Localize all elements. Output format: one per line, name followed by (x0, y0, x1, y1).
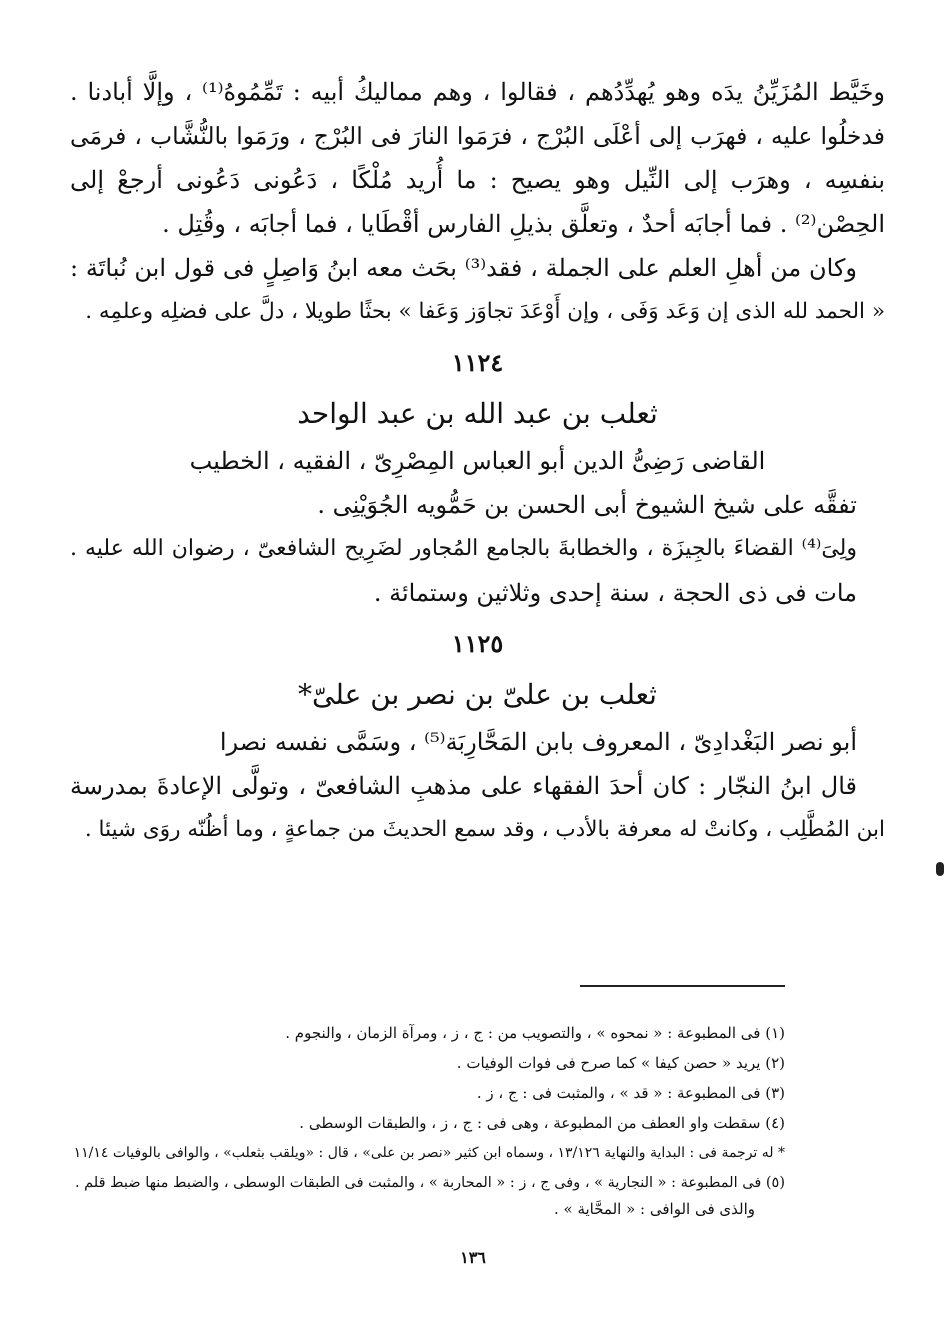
entry-text-line: قال ابنُ النجّار : كان أحدَ الفقهاء على مذهبِ الشافعىّ ، وتولَّى الإعادةَ بمدرسة (70, 772, 857, 800)
scan-edge-mark (936, 862, 944, 876)
page-number: ١٣٦ (460, 1248, 486, 1267)
entry-text-line: مات فى ذى الحجة ، سنة إحدى وثلاثين وستمائة . (373, 579, 857, 607)
entry-number-1124: ١١٢٤ (451, 348, 504, 377)
text-line: فدخلُوا عليه ، فهرَب إلى أعْلَى البُرْج ، فرَمَوا النارَ فى البُرْج ، ورَمَوا بالنُّشَّاب ، فرمَى (70, 122, 885, 150)
footnote-separator (580, 985, 785, 987)
footnote: (٥) فى المطبوعة : « النجارية » ، وفى ج ، ز : « المحاربة » ، والمثبت فى الطبقات الوسطى ، والضبط منها ضبط قلم . (74, 1175, 785, 1191)
entry-name-1124: ثعلب بن عبد الله بن عبد الواحد (297, 397, 658, 430)
footnote: * له ترجمة فى : البداية والنهاية ١٣/١٢٦ ، وسماه ابن كثير «نصر بن على» ، قال : «ويلقب بثعلب» ، والوافى بالوفيات ١١/١٤ (73, 1145, 785, 1161)
footnote: (٣) فى المطبوعة : « قد » ، والمثبت فى : ج ، ز . (476, 1084, 785, 1102)
entry-text-line: القاضى رَضِىُّ الدين أبو العباس المِصْرِىّ ، الفقيه ، الخطيب (189, 447, 766, 475)
text-line: « الحمد لله الذى إن وَعَد وَفَى ، وإن أَوْعَدَ تجاوَز وَعَفا » بحثًا طويلا ، دلَّ على فضلِه وعلمِه . (85, 299, 885, 324)
entry-text-line: تفقَّه على شيخ الشيوخ أبى الحسن بن حَمُّويه الجُوَيْنِى . (317, 491, 857, 519)
text-line: بنفسِه ، وهرَب إلى النِّيل وهو يصيح : ما أُريد مُلْكًا ، دَعُونى دَعُونى أرجعْ إلى (70, 166, 886, 194)
footnote-continuation: والذى فى الوافى : « المحَّاية » . (553, 1200, 755, 1218)
entry-text-line: ابن المُطَّلِب ، وكانتْ له معرفة بالأدب ، وقد سمع الحديثَ من جماعةٍ ، وما أظُنّه روَى شيئا . (84, 817, 885, 842)
entry-name-1125: ثعلب بن علىّ بن نصر بن علىّ* (298, 678, 657, 711)
text-line: الحِصْن⁽²⁾ . فما أجابَه أحدٌ ، وتعلَّق بذيلِ الفارس أقْطَايا ، فما أجابَه ، وقُتِل . (162, 210, 885, 238)
page-body (70, 70, 885, 852)
text-line: وخَيَّط المُزَيِّنُ يدَه وهو يُهدِّدُهم ، فقالوا ، وهم مماليكُ أبيه : تَمِّمُوهُ⁽¹⁾ ، وإلَّا أبادنا . (70, 78, 886, 106)
entry-number-1125: ١١٢٥ (451, 629, 504, 658)
entry-text-line: ولِىَ⁽⁴⁾ القضاءَ بالجِيزَة ، والخطابةَ بالجامع المُجاور لضَرِيح الشافعىّ ، رضوان الله عليه . (70, 536, 857, 561)
text-line: وكان من أهلِ العلم على الجملة ، فقد⁽³⁾ بحَث معه ابنُ وَاصِلٍ فى قول ابن نُباتَة : (70, 254, 857, 282)
entry-text-line: أبو نصر البَغْدادِىّ ، المعروف بابن المَحَّارِبَة⁽⁵⁾ ، وسَمَّى نفسه نصرا (219, 728, 857, 756)
footnotes (70, 1018, 785, 1220)
footnote: (١) فى المطبوعة : « نمحوه » ، والتصويب من : ج ، ز ، ومرآة الزمان ، والنجوم . (285, 1024, 785, 1042)
footnote: (٢) يريد « حصن كيفا » كما صرح فى فوات الوفيات . (456, 1054, 785, 1072)
footnote: (٤) سقطت واو العطف من المطبوعة ، وهى فى : ج ، ز ، والطبقات الوسطى . (299, 1114, 785, 1132)
